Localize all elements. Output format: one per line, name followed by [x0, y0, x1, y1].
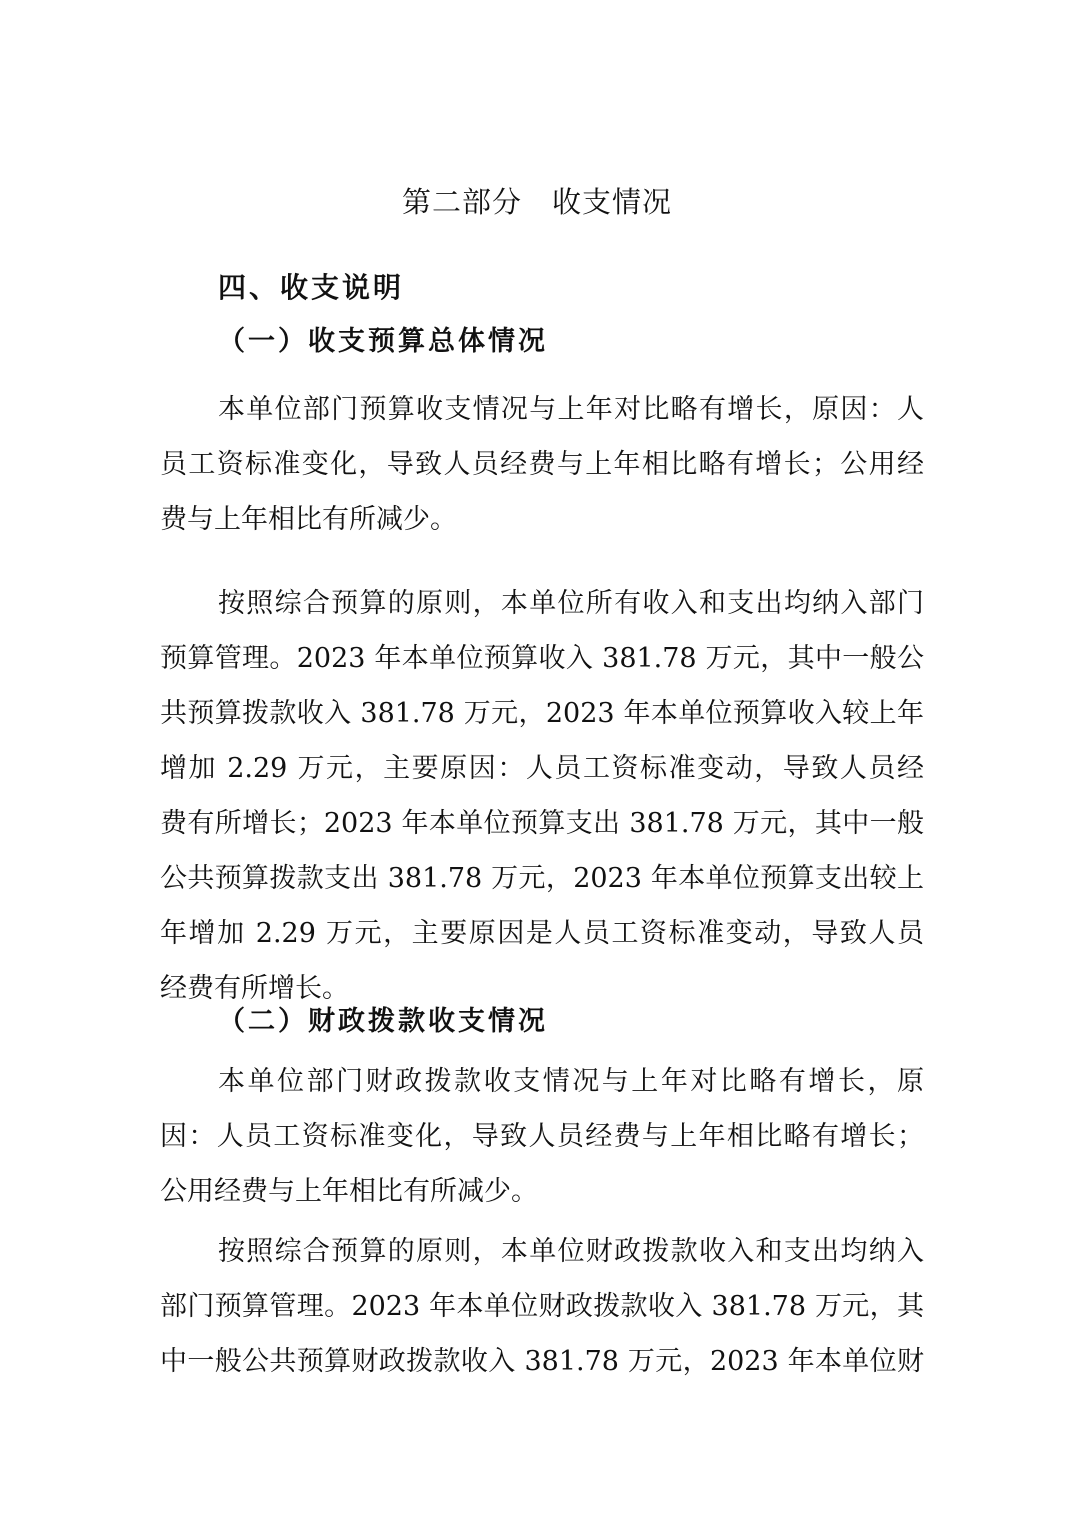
paragraph-line: 预算管理。2023 年本单位预算收入 381.78 万元，其中一般公	[160, 643, 924, 674]
paragraph-line: 员工资标准变化，导致人员经费与上年相比略有增长；公用经	[160, 449, 924, 480]
paragraph-line: 中一般公共预算财政拨款收入 381.78 万元，2023 年本单位财	[160, 1346, 924, 1377]
paragraph-line: 按照综合预算的原则，本单位财政拨款收入和支出均纳入	[218, 1236, 924, 1267]
paragraph-line: 经费有所增长。	[160, 973, 349, 1004]
paragraph-line: 公用经费与上年相比有所减少。	[160, 1176, 538, 1207]
paragraph-line: 公共预算拨款支出 381.78 万元，2023 年本单位预算支出较上	[160, 863, 924, 894]
paragraph-line: 因：人员工资标准变化，导致人员经费与上年相比略有增长；	[160, 1121, 924, 1152]
part-title-name: 收支情况	[552, 185, 673, 219]
section-heading: 四、收支说明	[218, 271, 405, 304]
paragraph-line: 增加 2.29 万元，主要原因：人员工资标准变动，导致人员经	[160, 753, 924, 784]
paragraph-1	[160, 382, 924, 547]
part-title-number: 第二部分	[401, 185, 522, 219]
subsection-heading-2: （二）财政拨款收支情况	[218, 1006, 548, 1037]
paragraph-line: 共预算拨款收入 381.78 万元，2023 年本单位预算收入较上年	[160, 698, 924, 729]
paragraph-line: 年增加 2.29 万元，主要原因是人员工资标准变动，导致人员	[160, 918, 924, 949]
paragraph-line: 本单位部门财政拨款收支情况与上年对比略有增长，原	[218, 1066, 924, 1097]
subsection-heading-1: （一）收支预算总体情况	[218, 326, 548, 357]
paragraph-3	[160, 1054, 924, 1219]
paragraph-4	[160, 1224, 924, 1389]
paragraph-2	[160, 576, 924, 1016]
paragraph-line: 费与上年相比有所减少。	[160, 504, 457, 535]
part-title	[0, 180, 1074, 224]
paragraph-line: 部门预算管理。2023 年本单位财政拨款收入 381.78 万元，其	[160, 1291, 924, 1322]
paragraph-line: 本单位部门预算收支情况与上年对比略有增长，原因：人	[218, 394, 924, 425]
paragraph-line: 费有所增长；2023 年本单位预算支出 381.78 万元，其中一般	[160, 808, 924, 839]
paragraph-line: 按照综合预算的原则，本单位所有收入和支出均纳入部门	[218, 588, 924, 619]
